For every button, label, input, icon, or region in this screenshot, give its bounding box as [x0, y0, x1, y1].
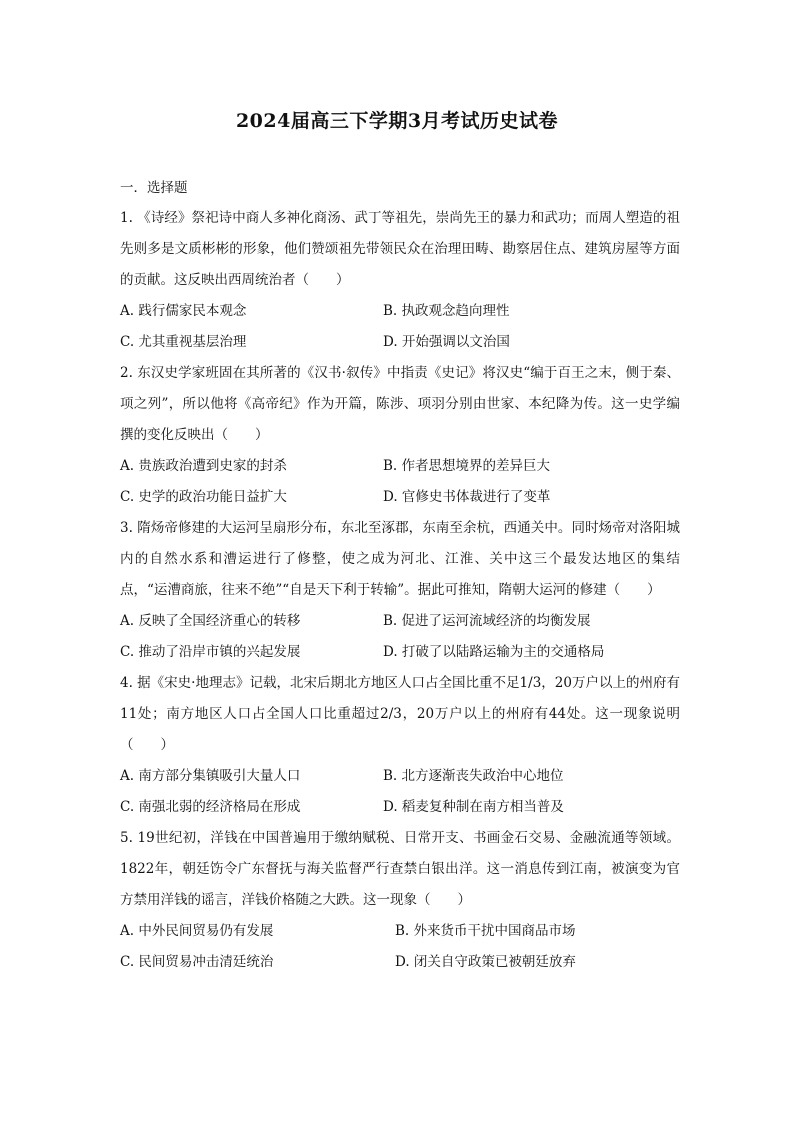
option-a: A. 中外民间贸易仍有发展 [120, 923, 274, 939]
question-5 [120, 823, 680, 978]
option-a: A. 践行儒家民本观念 [120, 303, 247, 319]
option-grid [120, 451, 680, 513]
option-d: D. 闭关自守政策已被朝廷放弃 [395, 954, 576, 970]
option-d: D. 打破了以陆路运输为主的交通格局 [383, 644, 605, 660]
question-3 [120, 513, 680, 668]
option-c: C. 尤其重视基层治理 [120, 334, 247, 350]
question-stem: 4. 据《宋史·地理志》记载，北宋后期北方地区人口占全国比重不足1/3，20万户以上的州府有11处；南方地区人口占全国人口比重超过2/3，20万户以上的州府有44处。这一现象说明（ ） [120, 675, 680, 753]
section-heading: 一．选择题 [120, 180, 188, 196]
option-c: C. 推动了沿岸市镇的兴起发展 [120, 644, 301, 660]
question-stem: 1. 《诗经》祭祀诗中商人多神化商汤、武丁等祖先，崇尚先王的暴力和武功；而周人塑造的祖先则多是文质彬彬的形象，他们赞颂祖先带领民众在治理田畴、勘察居住点、建筑房屋等方面的贡献。这反映出西周统治者（ ） [120, 210, 680, 288]
option-b: B. 执政观念趋向理性 [383, 303, 510, 319]
exam-title: 2024届高三下学期3月考试历史试卷 [235, 110, 559, 132]
option-c: C. 民间贸易冲击清廷统治 [120, 954, 274, 970]
question-list [120, 203, 680, 978]
option-d: D. 稻麦复种制在南方相当普及 [383, 799, 564, 815]
question-2 [120, 358, 680, 513]
option-grid [120, 916, 680, 978]
option-a: A. 贵族政治遭到史家的封杀 [120, 458, 287, 474]
option-c: C. 史学的政治功能日益扩大 [120, 489, 287, 505]
option-b: B. 促进了运河流域经济的均衡发展 [383, 613, 591, 629]
question-stem: 5. 19世纪初，洋钱在中国普遍用于缴纳赋税、日常开支、书画金石交易、金融流通等领域。1822年，朝廷饬令广东督抚与海关监督严行查禁白银出洋。这一消息传到江南，被演变为官方禁用洋钱的谣言，洋钱价格随之大跌。这一现象（ ） [120, 830, 680, 908]
option-d: D. 官修史书体裁进行了变革 [383, 489, 551, 505]
option-c: C. 南强北弱的经济格局在形成 [120, 799, 301, 815]
option-a: A. 南方部分集镇吸引大量人口 [120, 768, 301, 784]
option-b: B. 北方逐渐丧失政治中心地位 [383, 768, 564, 784]
question-4 [120, 668, 680, 823]
option-grid [120, 761, 680, 823]
option-d: D. 开始强调以文治国 [383, 334, 510, 350]
option-b: B. 外来货币干扰中国商品市场 [395, 923, 576, 939]
option-a: A. 反映了全国经济重心的转移 [120, 613, 301, 629]
question-stem: 2. 东汉史学家班固在其所著的《汉书·叙传》中指责《史记》将汉史“编于百王之末，侧于秦、项之列”，所以他将《高帝纪》作为开篇，陈涉、项羽分别由世家、本纪降为传。这一史学编撰的变化反映出（ ） [120, 365, 680, 443]
question-stem: 3. 隋炀帝修建的大运河呈扇形分布，东北至涿郡，东南至余杭，西通关中。同时炀帝对洛阳城内的自然水系和漕运进行了修整，使之成为河北、江淮、关中这三个最发达地区的集结点，“运漕商旅，往来不绝”“自是天下利于转输”。据此可推知，隋朝大运河的修建（ ） [120, 520, 680, 598]
option-b: B. 作者思想境界的差异巨大 [383, 458, 551, 474]
option-grid [120, 606, 680, 668]
option-grid [120, 296, 680, 358]
question-1 [120, 203, 680, 358]
